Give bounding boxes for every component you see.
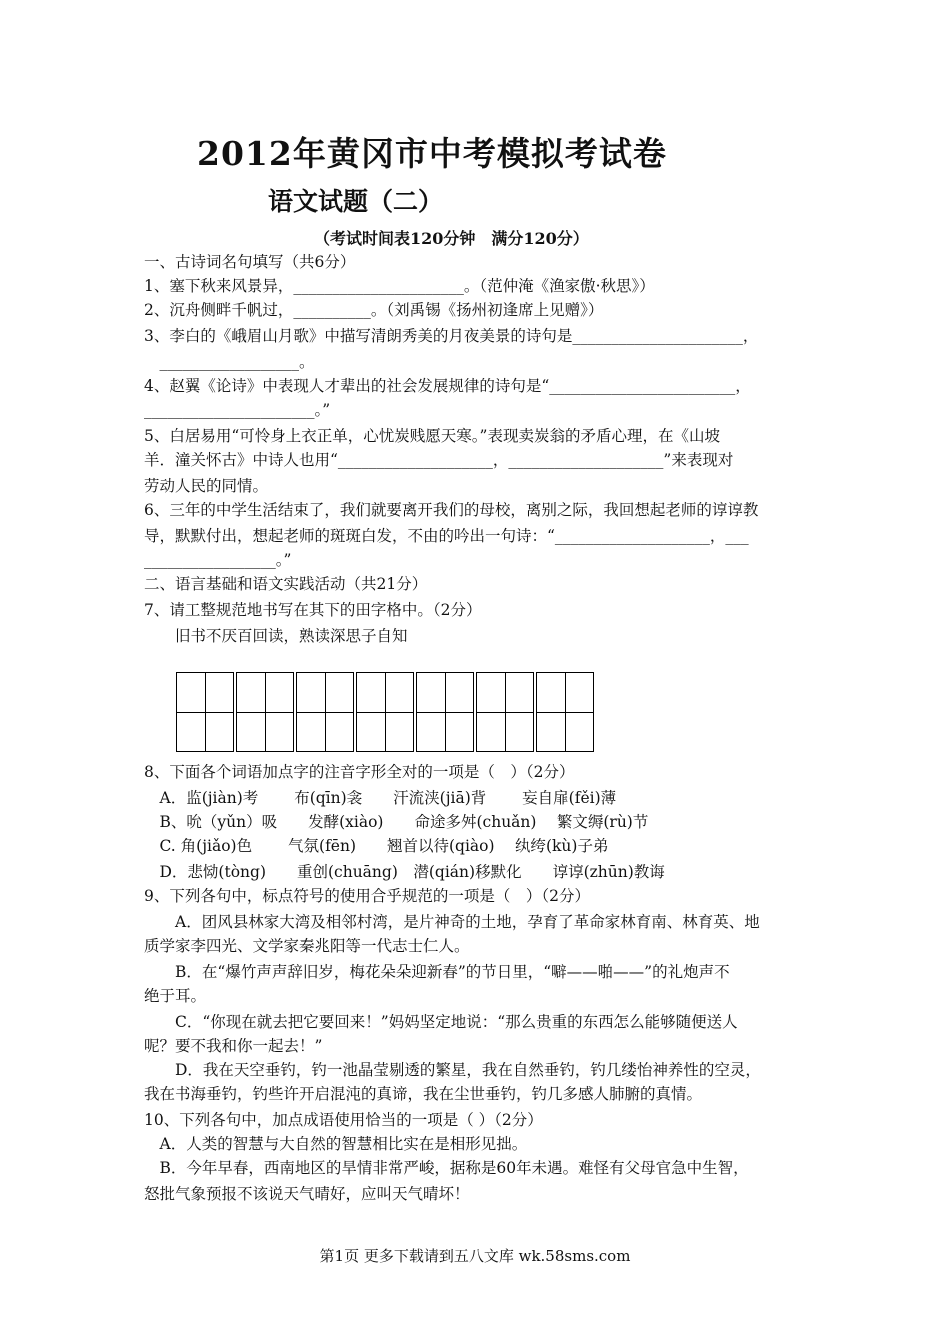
exam-subtitle: 语文试题（二）	[268, 187, 444, 216]
page-footer: 第1页 更多下载请到五八文库 wk.58sms.com	[319, 1247, 631, 1265]
text-line: 3、李白的《峨眉山月歌》中描写清朗秀美的月夜美景的诗句是______________________，	[144, 327, 759, 345]
text-line: B．今年早春，西南地区的旱情非常严峻，据称是60年未遇。难怪有父母官急中生智，	[144, 1159, 749, 1177]
text-line: 6、三年的中学生活结束了，我们就要离开我们的母校，离别之际，我回想起老师的谆谆教	[144, 501, 759, 519]
text-line: 5、白居易用“可怜身上衣正单，心忧炭贱愿天寒。”表现卖炭翁的矛盾心理，在《山坡	[144, 427, 720, 445]
text-line: 8、下面各个词语加点字的注音字形全对的一项是（ ）（2分）	[144, 763, 575, 781]
text-line: 怒批气象预报不该说天气晴好，应叫天气晴坏！	[144, 1185, 470, 1203]
grid-cell[interactable]	[176, 672, 234, 752]
text-line: A．团风县林家大湾及相邻村湾，是片神奇的土地，孕育了革命家林育南、林育英、地	[144, 913, 760, 931]
text-line: 9、下列各句中，标点符号的使用合乎规范的一项是（ ）（2分）	[144, 887, 590, 905]
grid-cell[interactable]	[236, 672, 294, 752]
text-line: 一、古诗词名句填写（共6分）	[144, 253, 356, 271]
text-line: 4、赵翼《论诗》中表现人才辈出的社会发展规律的诗句是“________________________，	[144, 377, 751, 395]
text-line: 7、请工整规范地书写在其下的田字格中。（2分）	[144, 601, 482, 619]
text-line: 导，默默付出，想起老师的斑斑白发，不由的吟出一句诗：“____________________，___	[144, 527, 749, 545]
grid-cell[interactable]	[536, 672, 594, 752]
exam-info: （考试时间表120分钟 满分120分）	[314, 229, 589, 248]
text-line: 1、塞下秋来风景异，______________________。（范仲淹《渔家傲·秋思》）	[144, 277, 655, 295]
text-line: D．悲恸(tòng) 重创(chuāng) 潜(qián)移默化 谆谆(zhūn)教诲	[144, 863, 665, 881]
grid-cell[interactable]	[296, 672, 354, 752]
text-line: C. 角(jiǎo)色 气氛(fēn) 翘首以待(qiào) 纨绔(kù)子弟	[144, 837, 609, 855]
text-line: 劳动人民的同情。	[144, 477, 269, 495]
grid-cell[interactable]	[416, 672, 474, 752]
tianzige-grid	[176, 672, 596, 752]
text-line: 旧书不厌百回读，熟读深思子自知	[144, 627, 408, 645]
text-line: 2、沉舟侧畔千帆过，__________。（刘禹锡《扬州初逢席上见赠》）	[144, 301, 604, 319]
text-line: 质学家李四光、文学家秦兆阳等一代志士仁人。	[144, 937, 470, 955]
grid-cell[interactable]	[476, 672, 534, 752]
text-line: _________________。”	[144, 551, 292, 569]
text-line: A．人类的智慧与大自然的智慧相比实在是相形见拙。	[144, 1135, 528, 1153]
exam-title: 2012年黄冈市中考模拟考试卷	[197, 134, 667, 173]
text-line: 我在书海垂钓，钓些许开启混沌的真谛，我在尘世垂钓，钓几多感人肺腑的真情。	[144, 1085, 703, 1103]
text-line: ______________________。”	[144, 401, 331, 419]
grid-cell[interactable]	[356, 672, 414, 752]
text-line: 二、语言基础和语文实践活动（共21分）	[144, 575, 428, 593]
text-line: 羊．潼关怀古》中诗人也用“____________________，____________________”来表现对	[144, 451, 734, 469]
text-line: B．在“爆竹声声辞旧岁，梅花朵朵迎新春”的节日里，“噼——啪——”的礼炮声不	[144, 963, 730, 981]
text-line: C．“你现在就去把它要回来！”妈妈坚定地说：“那么贵重的东西怎么能够随便送人	[144, 1013, 738, 1031]
text-line: D．我在天空垂钓，钓一池晶莹剔透的繁星，我在自然垂钓，钓几缕怡神养性的空灵，	[144, 1061, 761, 1079]
text-line: 绝于耳。	[144, 987, 207, 1005]
text-line: __________________。	[144, 353, 315, 371]
text-line: B、吮（yǔn）吸 发酵(xiào) 命途多舛(chuǎn) 繁文缛(rù)节	[144, 813, 649, 831]
text-line: A．监(jiàn)考 布(qīn)衾 汗流浃(jiā)背 妄自扉(fěi)薄	[144, 789, 617, 807]
text-line: 10、下列各句中，加点成语使用恰当的一项是（ ）（2分）	[144, 1111, 543, 1129]
text-line: 呢？要不我和你一起去！”	[144, 1037, 323, 1055]
